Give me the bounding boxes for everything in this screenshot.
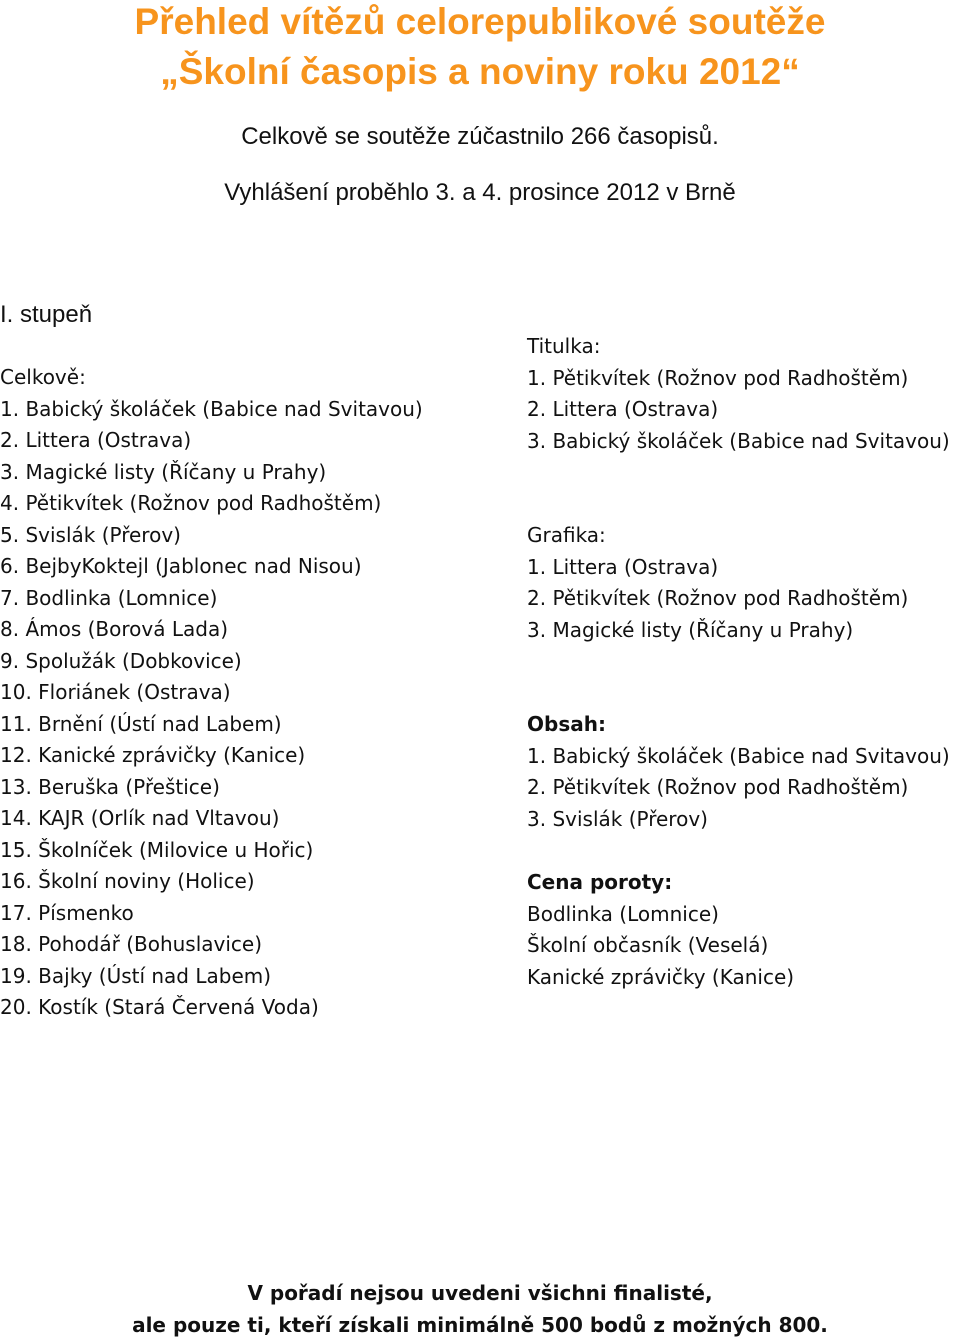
cover-heading: Titulka: [527, 334, 601, 358]
category-cover [527, 331, 950, 457]
list-item: Kanické zprávičky (Kanice) [527, 964, 795, 989]
list-item: 16. Školní noviny (Holice) [0, 869, 255, 893]
list-item: 3. Svislák (Přerov) [527, 806, 708, 831]
list-item: 2. Littera (Ostrava) [527, 397, 719, 421]
list-item: 18. Pohodář (Bohuslavice) [0, 932, 263, 956]
list-item: 6. BejbyKoktejl (Jablonec nad Nisou) [0, 554, 362, 578]
stage-label: I. stupeň [0, 301, 93, 328]
list-item: 2. Pětikvítek (Rožnov pod Radhoštěm) [527, 586, 909, 610]
list-item: 1. Littera (Ostrava) [527, 554, 719, 579]
list-item: 19. Bajky (Ústí nad Labem) [0, 963, 272, 988]
list-item: 2. Littera (Ostrava) [0, 428, 192, 452]
list-item: 7. Bodlinka (Lomnice) [0, 585, 218, 610]
list-item: 13. Beruška (Přeštice) [0, 774, 220, 799]
list-item: 20. Kostík (Stará Červená Voda) [0, 995, 319, 1019]
list-item: 1. Pětikvítek (Rožnov pod Radhoštěm) [527, 365, 909, 390]
list-item: 2. Pětikvítek (Rožnov pod Radhoštěm) [527, 775, 909, 799]
overall-heading: Celkově: [0, 365, 86, 389]
page-title-line-2: „Školní časopis a noviny roku 2012“ [160, 51, 800, 92]
list-item: 15. Školníček (Milovice u Hořic) [0, 837, 314, 862]
category-jury [527, 867, 794, 993]
list-item: 4. Pětikvítek (Rožnov pod Radhoštěm) [0, 491, 382, 515]
list-item: 8. Ámos (Borová Lada) [0, 617, 228, 641]
footer-note-line-2: ale pouze ti, kteří získali minimálně 500 bodů z možných 800. [132, 1313, 828, 1337]
list-item: Bodlinka (Lomnice) [527, 901, 719, 926]
list-item: 9. Spolužák (Dobkovice) [0, 648, 242, 673]
footer-note-line-1: V pořadí nejsou uvedeni všichni finalisté, [247, 1281, 713, 1305]
content-heading: Obsah: [527, 712, 606, 736]
category-graphics [527, 520, 908, 646]
page-title-line-1: Přehled vítězů celorepublikové soutěže [134, 1, 826, 42]
participants-note: Celkově se soutěže zúčastnilo 266 časopisů. [241, 123, 719, 150]
list-item: 3. Babický školáček (Babice nad Svitavou) [527, 428, 950, 453]
list-item: Školní občasník (Veselá) [527, 933, 769, 957]
overall-ranking [0, 362, 423, 1024]
list-item: 5. Svislák (Přerov) [0, 522, 181, 547]
list-item: 17. Písmenko [0, 900, 134, 925]
category-content [527, 709, 950, 835]
list-item: 14. KAJR (Orlík nad Vltavou) [0, 806, 280, 830]
list-item: 1. Babický školáček (Babice nad Svitavou) [527, 743, 950, 768]
list-item: 3. Magické listy (Říčany u Prahy) [527, 617, 854, 642]
list-item: 10. Floriánek (Ostrava) [0, 680, 231, 704]
graphics-heading: Grafika: [527, 523, 606, 547]
jury-heading: Cena poroty: [527, 870, 673, 894]
list-item: 3. Magické listy (Říčany u Prahy) [0, 459, 327, 484]
list-item: 11. Brnění (Ústí nad Labem) [0, 711, 282, 736]
list-item: 1. Babický školáček (Babice nad Svitavou) [0, 396, 423, 421]
list-item: 12. Kanické zprávičky (Kanice) [0, 743, 306, 767]
announcement-note: Vyhlášení proběhlo 3. a 4. prosince 2012 v Brně [224, 179, 736, 206]
